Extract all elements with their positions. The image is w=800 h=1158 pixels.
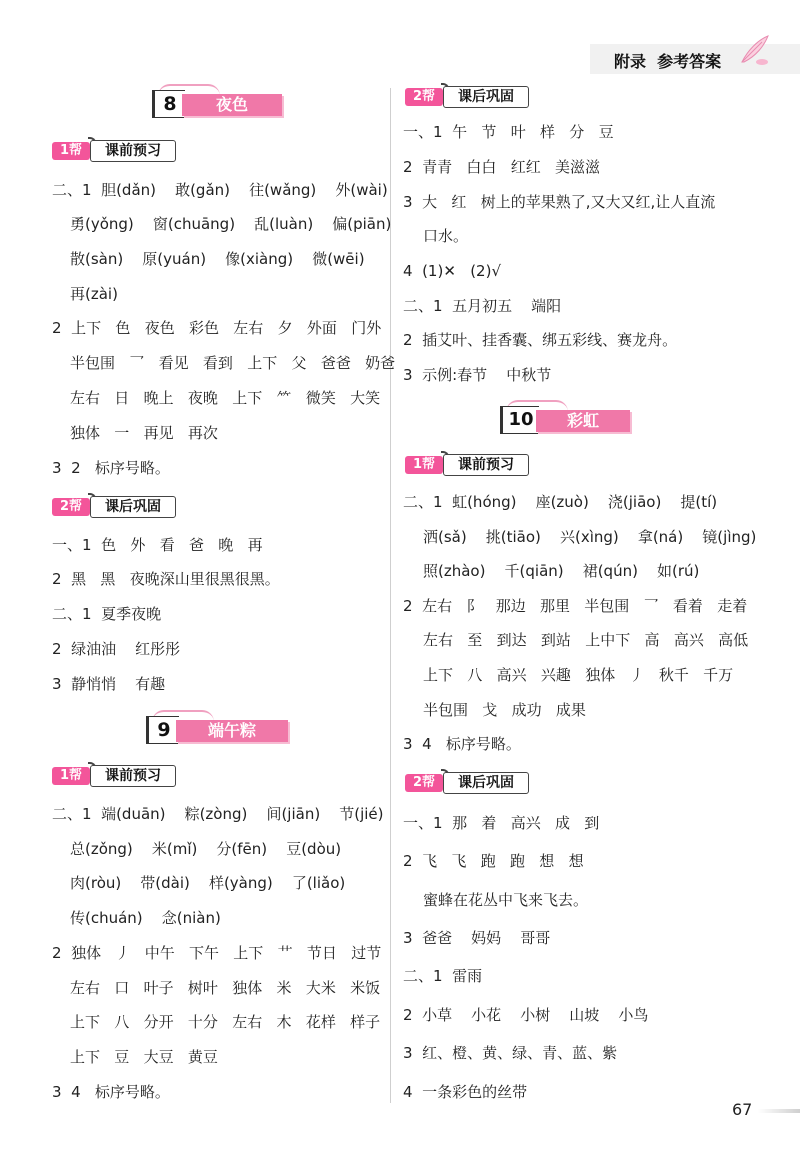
- section-label: 课后巩固: [443, 772, 529, 794]
- lesson-title: 端午粽: [176, 720, 288, 742]
- answer-line: 一、1 午 节 叶 样 分 豆: [403, 123, 614, 141]
- section-label: 课前预习: [443, 454, 529, 476]
- lesson-title: 夜色: [182, 94, 282, 116]
- lesson-number: 10: [500, 406, 539, 434]
- section-label: 课后巩固: [90, 496, 176, 518]
- answer-line: 二、1 夏季夜晚: [52, 605, 162, 623]
- answer-line: 二、1 五月初五 端阳: [403, 297, 562, 315]
- answer-line: 左右 日 晚上 夜晚 上下 ⺮ 微笑 大笑: [70, 389, 381, 407]
- appendix-header: [590, 44, 800, 74]
- answer-line: 二、1 胆(dǎn) 敢(gǎn) 往(wǎng) 外(wài): [52, 181, 388, 199]
- answer-line: 二、1 虹(hóng) 座(zuò) 浇(jiāo) 提(tí): [403, 493, 718, 511]
- answer-line: 传(chuán) 念(niàn): [70, 909, 221, 927]
- answer-line: 再(zài): [70, 285, 118, 303]
- answer-line: 3 爸爸 妈妈 哥哥: [403, 929, 551, 947]
- answer-line: 2 左右 阝 那边 那里 半包围 乛 看着 走着: [403, 597, 748, 615]
- answer-line: 3 4 标序号略。: [52, 1083, 170, 1101]
- section-badge: 2帮: [405, 774, 443, 792]
- answer-line: 蜜蜂在花丛中飞来飞去。: [423, 891, 589, 909]
- answer-line: 二、1 端(duān) 粽(zòng) 间(jiān) 节(jié): [52, 805, 384, 823]
- lesson-9-heading: [146, 716, 292, 746]
- lesson-number: 8: [152, 90, 185, 118]
- answer-line: 3 4 标序号略。: [403, 735, 521, 753]
- answer-line: 总(zǒng) 米(mǐ) 分(fēn) 豆(dòu): [70, 840, 342, 858]
- section-badge: 2帮: [52, 498, 90, 516]
- answer-line: 2 独体 丿 中午 下午 上下 艹 节日 过节: [52, 944, 382, 962]
- answer-line: 一、1 色 外 看 爸 晚 再: [52, 536, 263, 554]
- section-label: 课前预习: [90, 140, 176, 162]
- answer-line: 2 绿油油 红彤彤: [52, 640, 181, 658]
- answer-line: 上下 八 分开 十分 左右 木 花样 样子: [70, 1013, 381, 1031]
- answer-line: 二、1 雷雨: [403, 967, 483, 985]
- answer-line: 2 飞 飞 跑 跑 想 想: [403, 852, 584, 870]
- lesson-title: 彩虹: [536, 410, 630, 432]
- lesson-10-heading: [500, 406, 632, 436]
- answer-line: 上下 八 高兴 兴趣 独体 丿 秋千 千万: [423, 666, 734, 684]
- page-number-rule: [758, 1109, 800, 1113]
- answer-line: 2 上下 色 夜色 彩色 左右 夕 外面 门外: [52, 319, 382, 337]
- feather-icon: [736, 32, 772, 72]
- answer-line: 左右 口 叶子 树叶 独体 米 大米 米饭: [70, 979, 381, 997]
- answer-line: 独体 一 再见 再次: [70, 424, 218, 442]
- answer-line: 3 红、橙、黄、绿、青、蓝、紫: [403, 1044, 618, 1062]
- lesson-8-heading: [152, 90, 284, 120]
- answer-line: 半包围 戈 成功 成果: [423, 701, 586, 719]
- answer-line: 一、1 那 着 高兴 成 到: [403, 814, 600, 832]
- lesson-number: 9: [146, 716, 179, 744]
- answer-line: 洒(sǎ) 挑(tiāo) 兴(xìng) 拿(ná) 镜(jìng): [423, 528, 757, 546]
- section-badge: 1帮: [405, 456, 443, 474]
- answer-line: 3 2 标序号略。: [52, 459, 170, 477]
- section-label: 课前预习: [90, 765, 176, 787]
- answer-line: 口水。: [423, 227, 469, 245]
- answer-line: 4 (1)✕ (2)√: [403, 262, 502, 280]
- answer-line: 左右 至 到达 到站 上中下 高 高兴 高低: [423, 631, 749, 649]
- answer-line: 2 小草 小花 小树 山坡 小鸟: [403, 1006, 649, 1024]
- column-divider: [390, 88, 391, 1103]
- answer-line: 2 黑 黑 夜晚深山里很黑很黑。: [52, 570, 280, 588]
- answer-line: 照(zhào) 千(qiān) 裙(qún) 如(rú): [423, 562, 700, 580]
- answer-line: 3 大 红 树上的苹果熟了,又大又红,让人直流: [403, 193, 716, 211]
- answer-line: 散(sàn) 原(yuán) 像(xiàng) 微(wēi): [70, 250, 365, 268]
- header-title: 附录 参考答案: [614, 52, 722, 71]
- section-badge: 1帮: [52, 767, 90, 785]
- answer-line: 2 青青 白白 红红 美滋滋: [403, 158, 600, 176]
- answer-line: 半包围 乛 看见 看到 上下 父 爸爸 奶爸: [70, 354, 396, 372]
- answer-line: 4 一条彩色的丝带: [403, 1083, 528, 1101]
- answer-line: 3 静悄悄 有趣: [52, 675, 166, 693]
- answer-line: 3 示例:春节 中秋节: [403, 366, 552, 384]
- answer-line: 勇(yǒng) 窗(chuāng) 乱(luàn) 偏(piān): [70, 215, 392, 233]
- section-label: 课后巩固: [443, 86, 529, 108]
- answer-line: 2 插艾叶、挂香囊、绑五彩线、赛龙舟。: [403, 331, 678, 349]
- section-badge: 1帮: [52, 142, 90, 160]
- answer-line: 肉(ròu) 带(dài) 样(yàng) 了(liǎo): [70, 874, 346, 892]
- section-badge: 2帮: [405, 88, 443, 106]
- page-number: 67: [732, 1100, 753, 1119]
- answer-line: 上下 豆 大豆 黄豆: [70, 1048, 218, 1066]
